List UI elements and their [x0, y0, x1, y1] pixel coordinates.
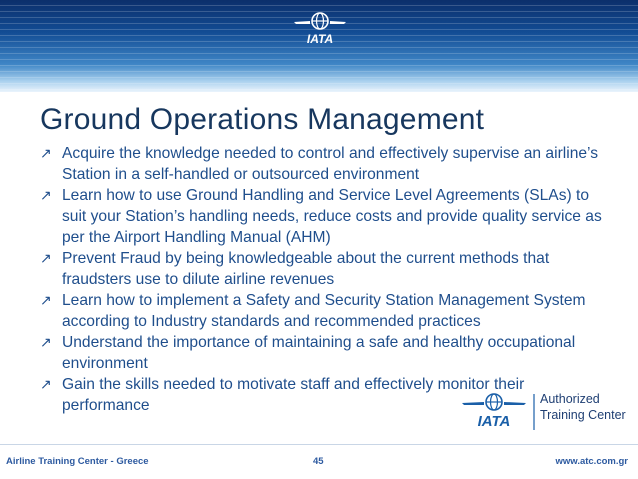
- atc-iata-text: IATA: [477, 413, 511, 430]
- bullet-text: Understand the importance of maintaining a safe and healthy occupational environment: [62, 334, 576, 372]
- atc-label: [540, 391, 626, 423]
- arrow-up-right-icon: ↗: [40, 187, 52, 203]
- bullet-text: Acquire the knowledge needed to control and effectively supervise an airline’s Station in a self-handled or outsourced environment: [62, 145, 599, 183]
- page-number: 45: [313, 456, 324, 467]
- bullet-item: [40, 143, 605, 185]
- bullet-item: [40, 332, 605, 374]
- footer-left: Airline Training Center - Greece: [6, 456, 149, 467]
- atc-line1: Authorized: [540, 392, 600, 406]
- iata-logo: [290, 8, 350, 50]
- atc-line2: Training Center: [540, 408, 626, 422]
- header-band: [0, 0, 638, 92]
- bullet-text: Learn how to implement a Safety and Security Station Management System according to Industry standards and recommended practices: [62, 292, 586, 330]
- arrow-up-right-icon: ↗: [40, 292, 52, 308]
- bullet-text: Learn how to use Ground Handling and Service Level Agreements (SLAs) to suit your Station’s handling needs, reduce costs and provide quality service as per the Airport Handling Manual (AHM): [62, 187, 602, 246]
- slide-title: Ground Operations Management: [40, 103, 485, 136]
- bullet-text: Prevent Fraud by being knowledgeable about the current methods that fraudsters use to dilute airline revenues: [62, 250, 550, 288]
- arrow-up-right-icon: ↗: [40, 145, 52, 161]
- footer-divider: [0, 444, 638, 445]
- arrow-up-right-icon: ↗: [40, 376, 52, 392]
- bullet-item: [40, 185, 605, 248]
- bullet-text: Gain the skills needed to motivate staff and effectively monitor their performance: [62, 376, 525, 414]
- arrow-up-right-icon: ↗: [40, 250, 52, 266]
- bullet-list: [40, 143, 605, 416]
- arrow-up-right-icon: ↗: [40, 334, 52, 350]
- bullet-item: [40, 248, 605, 290]
- bullet-item: [40, 290, 605, 332]
- footer-url: www.atc.com.gr: [555, 456, 628, 467]
- iata-logo-text: IATA: [306, 32, 334, 46]
